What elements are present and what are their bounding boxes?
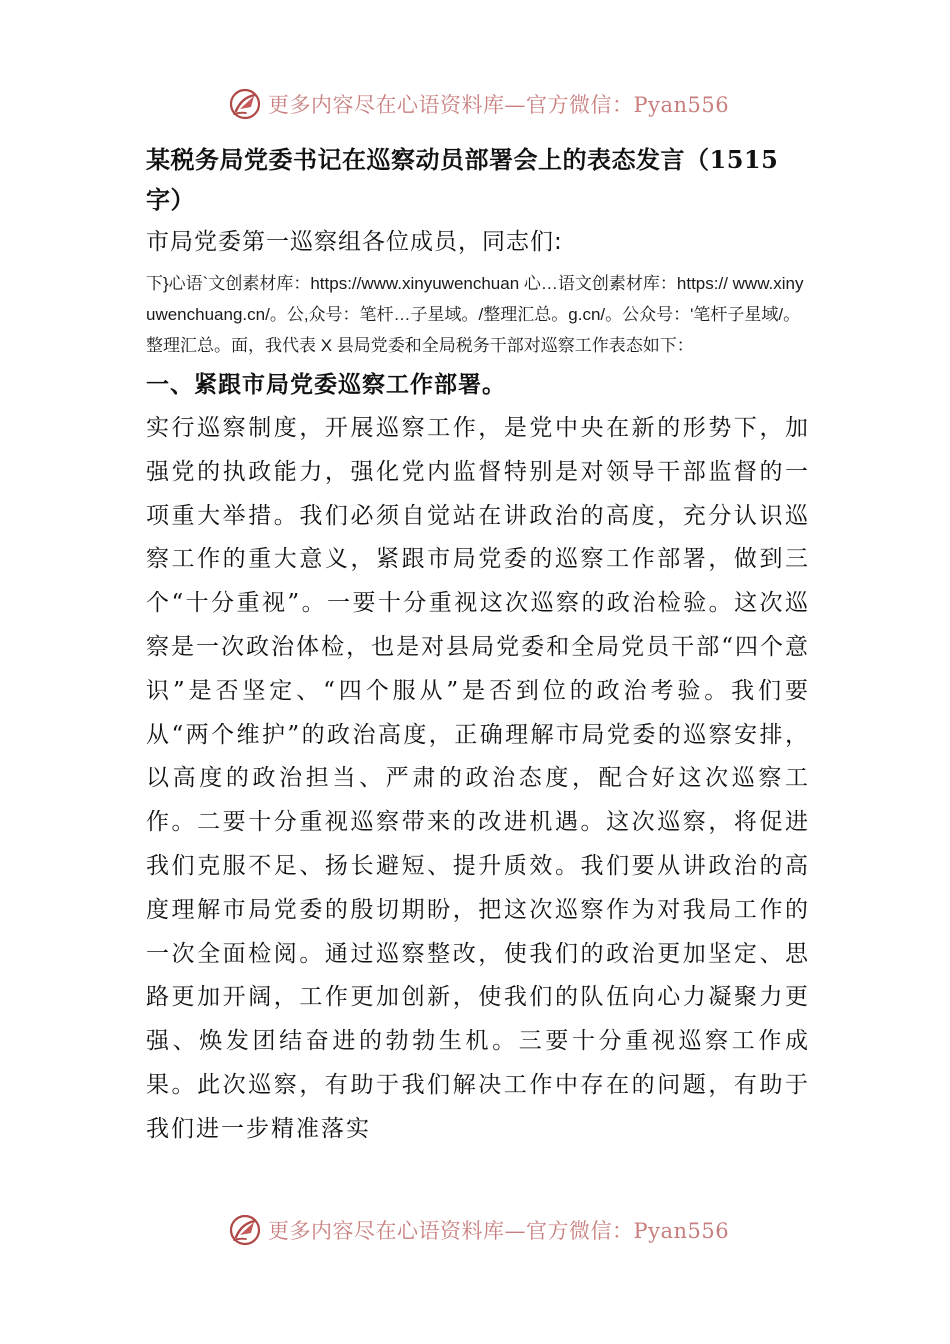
banner-text: 更多内容尽在心语资料库—官方微信：Pyan556	[268, 93, 730, 117]
document-body	[146, 140, 810, 1152]
section-heading: 一、紧跟市局党委巡察工作部署。	[146, 372, 506, 398]
footer-banner	[228, 1210, 729, 1250]
header-banner	[228, 84, 729, 124]
banner-text: 更多内容尽在心语资料库—官方微信：Pyan556	[268, 1219, 730, 1243]
salutation: 市局党委第一巡察组各位成员，同志们:	[146, 229, 563, 255]
document-title: 某税务局党委书记在巡察动员部署会上的表态发言（1515字）	[146, 145, 779, 214]
pen-logo-icon	[228, 1213, 262, 1247]
section-body-paragraph: 实行巡察制度，开展巡察工作，是党中央在新的形势下，加强党的执政能力，强化党内监督特别是对领导干部监督的一项重大举措。我们必须自觉站在讲政治的高度，充分认识巡察工作的重大意义，紧跟市局党委的巡察工作部署，做到三个“十分重视”。一要十分重视这次巡察的政治检验。这次巡察是一次政治体检，也是对县局党委和全局党员干部“四个意识”是否坚定、“四个服从”是否到位的政治考验。我们要从“两个维护”的政治高度，正确理解市局党委的巡察安排，以高度的政治担当、严肃的政治态度，配合好这次巡察工作。二要十分重视巡察带来的改进机遇。这次巡察，将促进我们克服不足、扬长避短、提升质效。我们要从讲政治的高度理解市局党委的殷切期盼，把这次巡察作为对我局工作的一次全面检阅。通过巡察整改，使我们的政治更加坚定、思路更加开阔，工作更加创新，使我们的队伍向心力凝聚力更强、焕发团结奋进的勃勃生机。三要十分重视巡察工作成果。此次巡察，有助于我们解决工作中存在的问题，有助于我们进一步精准落实	[146, 415, 810, 1142]
pen-logo-icon	[228, 87, 262, 121]
intro-paragraph: 下}心语`文创素材库：https://www.xinyuwenchuan 心…语文创素材库：https:// www.xinyuwenchuang.cn/。公,众号：笔杆…子星域。/整理汇总。g.cn/。公众号：'笔杆子星域/。整理汇总。面，我代表 X 县局党委和全局税务干部对巡察工作表态如下：	[146, 274, 804, 355]
